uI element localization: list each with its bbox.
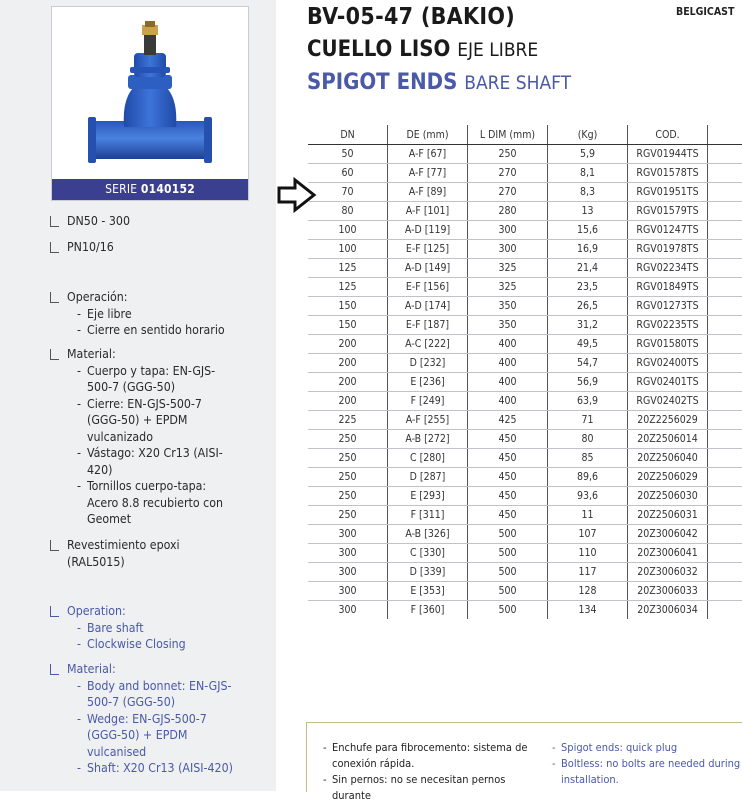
cell-extra xyxy=(708,392,742,411)
cell-dn: 250 xyxy=(308,430,388,449)
cell-de: A-C [222] xyxy=(388,335,468,354)
cell-extra xyxy=(708,259,742,278)
cell-de: E-F [125] xyxy=(388,240,468,259)
cell-de: E-F [187] xyxy=(388,316,468,335)
spec-operation-en xyxy=(50,603,250,653)
cell-ldim: 400 xyxy=(468,373,548,392)
cell-dn: 50 xyxy=(308,145,388,164)
table-row xyxy=(308,259,742,278)
cell-ldim: 350 xyxy=(468,316,548,335)
cell-extra xyxy=(708,506,742,525)
cell-cod: 20Z3006034 xyxy=(628,601,708,620)
cell-kg: 63,9 xyxy=(548,392,628,411)
table-row xyxy=(308,563,742,582)
cell-ldim: 400 xyxy=(468,392,548,411)
cell-cod: RGV02234TS xyxy=(628,259,708,278)
cell-de: E-F [156] xyxy=(388,278,468,297)
table-row xyxy=(308,145,742,164)
feature-item: - Enchufe para fibrocemento: sistema de conexión rápida. xyxy=(323,740,528,772)
cell-de: D [339] xyxy=(388,563,468,582)
cell-de: A-B [272] xyxy=(388,430,468,449)
feature-item-en: - Boltless: no bolts are needed during installation. xyxy=(552,756,742,788)
cell-cod: 20Z2506030 xyxy=(628,487,708,506)
cell-extra xyxy=(708,240,742,259)
cell-cod: RGV01273TS xyxy=(628,297,708,316)
spec-material xyxy=(50,346,235,528)
cell-ldim: 325 xyxy=(468,278,548,297)
cell-cod: RGV02401TS xyxy=(628,373,708,392)
cell-kg: 26,5 xyxy=(548,297,628,316)
table-row xyxy=(308,202,742,221)
cell-ldim: 450 xyxy=(468,506,548,525)
table-row xyxy=(308,601,742,620)
cell-kg: 107 xyxy=(548,525,628,544)
cell-de: C [280] xyxy=(388,449,468,468)
serie-label-bar xyxy=(52,179,248,200)
bullet-corner-icon xyxy=(50,216,59,227)
bullet-corner-icon xyxy=(50,540,59,551)
bullet-corner-icon xyxy=(50,242,59,253)
cell-dn: 200 xyxy=(308,392,388,411)
cell-extra xyxy=(708,316,742,335)
cell-kg: 71 xyxy=(548,411,628,430)
cell-ldim: 500 xyxy=(468,601,548,620)
features-en xyxy=(552,740,742,788)
dimensions-table xyxy=(308,125,742,619)
cell-ldim: 400 xyxy=(468,354,548,373)
cell-ldim: 250 xyxy=(468,145,548,164)
cell-dn: 250 xyxy=(308,487,388,506)
cell-dn: 200 xyxy=(308,335,388,354)
cell-kg: 110 xyxy=(548,544,628,563)
cell-extra xyxy=(708,373,742,392)
material-item-en: - Body and bonnet: EN-GJS-500-7 (GGG-50) xyxy=(77,678,235,711)
table-row xyxy=(308,506,742,525)
cell-kg: 117 xyxy=(548,563,628,582)
table-row xyxy=(308,221,742,240)
cell-de: A-D [174] xyxy=(388,297,468,316)
cell-cod: RGV02400TS xyxy=(628,354,708,373)
feature-item: - Sin pernos: no se necesitan pernos durante xyxy=(323,772,528,804)
material-title-en: Material: xyxy=(67,661,235,678)
col-header-kg: (Kg) xyxy=(548,125,628,145)
cell-dn: 60 xyxy=(308,164,388,183)
cell-dn: 300 xyxy=(308,563,388,582)
col-header-de: DE (mm) xyxy=(388,125,468,145)
cell-dn: 300 xyxy=(308,525,388,544)
cell-kg: 16,9 xyxy=(548,240,628,259)
material-item-en: - Shaft: X20 Cr13 (AISI-420) xyxy=(77,760,235,777)
cell-dn: 100 xyxy=(308,240,388,259)
product-model-title: BV-05-47 (BAKIO) xyxy=(307,4,515,30)
cell-ldim: 300 xyxy=(468,240,548,259)
subtitle-en-light: BARE SHAFT xyxy=(464,72,571,94)
cell-ldim: 450 xyxy=(468,487,548,506)
cell-extra xyxy=(708,354,742,373)
cell-cod: 20Z3006042 xyxy=(628,525,708,544)
bullet-corner-icon xyxy=(50,664,59,675)
cell-kg: 11 xyxy=(548,506,628,525)
cell-ldim: 450 xyxy=(468,468,548,487)
cell-dn: 100 xyxy=(308,221,388,240)
bullet-corner-icon xyxy=(50,606,59,617)
bullet-corner-icon xyxy=(50,292,59,303)
cell-kg: 93,6 xyxy=(548,487,628,506)
cell-ldim: 450 xyxy=(468,449,548,468)
table-header-row xyxy=(308,125,742,145)
cell-kg: 8,3 xyxy=(548,183,628,202)
cell-de: C [330] xyxy=(388,544,468,563)
cell-cod: RGV02235TS xyxy=(628,316,708,335)
cell-kg: 13 xyxy=(548,202,628,221)
cell-kg: 23,5 xyxy=(548,278,628,297)
cell-extra xyxy=(708,468,742,487)
cell-kg: 5,9 xyxy=(548,145,628,164)
serie-label: SERIE xyxy=(105,182,137,196)
table-row xyxy=(308,316,742,335)
cell-ldim: 300 xyxy=(468,221,548,240)
cell-ldim: 500 xyxy=(468,582,548,601)
spec-pn xyxy=(50,239,114,256)
serie-code: 0140152 xyxy=(141,182,195,196)
cell-kg: 89,6 xyxy=(548,468,628,487)
table-body xyxy=(308,145,742,620)
cell-cod: 20Z3006032 xyxy=(628,563,708,582)
cell-ldim: 500 xyxy=(468,544,548,563)
table-row xyxy=(308,582,742,601)
cell-cod: 20Z2506014 xyxy=(628,430,708,449)
cell-de: D [287] xyxy=(388,468,468,487)
left-sidebar xyxy=(0,0,276,791)
cell-dn: 125 xyxy=(308,278,388,297)
cell-cod: 20Z3006041 xyxy=(628,544,708,563)
cell-extra xyxy=(708,525,742,544)
cell-dn: 80 xyxy=(308,202,388,221)
cell-cod: RGV01578TS xyxy=(628,164,708,183)
cell-dn: 300 xyxy=(308,601,388,620)
cell-ldim: 325 xyxy=(468,259,548,278)
operation-title: Operation: xyxy=(67,603,250,620)
cell-kg: 31,2 xyxy=(548,316,628,335)
cell-de: F [249] xyxy=(388,392,468,411)
cell-extra xyxy=(708,297,742,316)
cell-extra xyxy=(708,430,742,449)
cell-kg: 8,1 xyxy=(548,164,628,183)
cell-de: E [236] xyxy=(388,373,468,392)
cell-dn: 125 xyxy=(308,259,388,278)
cell-ldim: 270 xyxy=(468,164,548,183)
cell-cod: RGV02402TS xyxy=(628,392,708,411)
cell-extra xyxy=(708,487,742,506)
cell-ldim: 280 xyxy=(468,202,548,221)
cell-cod: 20Z2256029 xyxy=(628,411,708,430)
cell-dn: 250 xyxy=(308,449,388,468)
cell-kg: 49,5 xyxy=(548,335,628,354)
cell-dn: 250 xyxy=(308,468,388,487)
cell-extra xyxy=(708,202,742,221)
spec-material-en xyxy=(50,661,235,777)
cell-de: A-F [255] xyxy=(388,411,468,430)
material-item-en: - Wedge: EN-GJS-500-7 (GGG-50) + EPDM vulcanised xyxy=(77,711,235,761)
cell-cod: RGV01951TS xyxy=(628,183,708,202)
cell-kg: 54,7 xyxy=(548,354,628,373)
cell-ldim: 350 xyxy=(468,297,548,316)
col-header-ldim: L DIM (mm) xyxy=(468,125,548,145)
cell-ldim: 425 xyxy=(468,411,548,430)
cell-extra xyxy=(708,145,742,164)
col-header-cod: COD. xyxy=(628,125,708,145)
features-es xyxy=(323,740,528,804)
cell-dn: 200 xyxy=(308,354,388,373)
cell-de: F [311] xyxy=(388,506,468,525)
cell-extra xyxy=(708,278,742,297)
table-row xyxy=(308,468,742,487)
cell-ldim: 500 xyxy=(468,563,548,582)
table-row xyxy=(308,164,742,183)
cell-extra xyxy=(708,449,742,468)
table-row xyxy=(308,354,742,373)
dn-range: DN50 - 300 xyxy=(67,213,130,230)
cell-dn: 250 xyxy=(308,506,388,525)
cell-cod: RGV01978TS xyxy=(628,240,708,259)
cell-cod: RGV01580TS xyxy=(628,335,708,354)
cell-extra xyxy=(708,164,742,183)
material-title: Material: xyxy=(67,346,235,363)
operation-item: - Bare shaft xyxy=(77,620,250,637)
material-item: - Cuerpo y tapa: EN-GJS-500-7 (GGG-50) xyxy=(77,363,235,396)
table-row xyxy=(308,278,742,297)
cell-de: A-F [89] xyxy=(388,183,468,202)
subtitle-es-light: EJE LIBRE xyxy=(457,39,538,61)
cell-kg: 85 xyxy=(548,449,628,468)
cell-kg: 80 xyxy=(548,430,628,449)
cell-de: A-F [77] xyxy=(388,164,468,183)
cell-de: A-B [326] xyxy=(388,525,468,544)
spec-operacion xyxy=(50,289,250,339)
material-item: - Cierre: EN-GJS-500-7 (GGG-50) + EPDM vulcanizado xyxy=(77,396,235,446)
bullet-corner-icon xyxy=(50,349,59,360)
feature-item-en: - Spigot ends: quick plug xyxy=(552,740,742,756)
cell-kg: 21,4 xyxy=(548,259,628,278)
table-row xyxy=(308,183,742,202)
cell-de: A-F [67] xyxy=(388,145,468,164)
cell-de: A-D [149] xyxy=(388,259,468,278)
col-header-dn: DN xyxy=(308,125,388,145)
pn-rating: PN10/16 xyxy=(67,239,114,256)
cell-ldim: 500 xyxy=(468,525,548,544)
cell-extra xyxy=(708,563,742,582)
operacion-title: Operación: xyxy=(67,289,250,306)
spec-revestimiento xyxy=(50,537,210,570)
operation-item: - Clockwise Closing xyxy=(77,636,250,653)
subtitle-es-bold: CUELLO LISO xyxy=(307,37,450,62)
cell-cod: RGV01579TS xyxy=(628,202,708,221)
cell-cod: 20Z2506029 xyxy=(628,468,708,487)
cell-de: A-F [101] xyxy=(388,202,468,221)
cell-dn: 150 xyxy=(308,316,388,335)
cell-de: F [360] xyxy=(388,601,468,620)
material-item: - Tornillos cuerpo-tapa: Acero 8.8 recubierto con Geomet xyxy=(77,478,235,528)
subtitle-en xyxy=(307,70,571,95)
operacion-item: - Eje libre xyxy=(77,306,250,323)
cell-extra xyxy=(708,221,742,240)
cell-ldim: 400 xyxy=(468,335,548,354)
cell-cod: 20Z2506040 xyxy=(628,449,708,468)
table-row xyxy=(308,544,742,563)
cell-dn: 70 xyxy=(308,183,388,202)
subtitle-en-bold: SPIGOT ENDS xyxy=(307,70,457,95)
cell-kg: 56,9 xyxy=(548,373,628,392)
cell-cod: RGV01247TS xyxy=(628,221,708,240)
table-row xyxy=(308,240,742,259)
cell-kg: 128 xyxy=(548,582,628,601)
spec-dn xyxy=(50,213,130,230)
brand-logo-text: BELGICAST xyxy=(676,6,734,18)
cell-dn: 300 xyxy=(308,544,388,563)
cell-cod: RGV01944TS xyxy=(628,145,708,164)
table-row xyxy=(308,373,742,392)
cell-ldim: 450 xyxy=(468,430,548,449)
cell-dn: 200 xyxy=(308,373,388,392)
cell-de: E [293] xyxy=(388,487,468,506)
product-card xyxy=(51,6,249,201)
cell-extra xyxy=(708,335,742,354)
table-row xyxy=(308,430,742,449)
cell-dn: 150 xyxy=(308,297,388,316)
table-row xyxy=(308,411,742,430)
cell-cod: 20Z3006033 xyxy=(628,582,708,601)
table-row xyxy=(308,525,742,544)
cell-dn: 225 xyxy=(308,411,388,430)
cell-extra xyxy=(708,601,742,620)
cell-de: E [353] xyxy=(388,582,468,601)
cell-de: D [232] xyxy=(388,354,468,373)
operacion-item: - Cierre en sentido horario xyxy=(77,322,250,339)
col-header-extra xyxy=(708,125,742,145)
table-row xyxy=(308,487,742,506)
features-box xyxy=(306,722,742,792)
table-row xyxy=(308,449,742,468)
revestimiento-text: Revestimiento epoxi (RAL5015) xyxy=(67,537,210,570)
table-row xyxy=(308,392,742,411)
table-row xyxy=(308,335,742,354)
cell-ldim: 270 xyxy=(468,183,548,202)
cell-cod: RGV01849TS xyxy=(628,278,708,297)
cell-dn: 300 xyxy=(308,582,388,601)
cell-de: A-D [119] xyxy=(388,221,468,240)
valve-product-image xyxy=(52,7,248,179)
cell-extra xyxy=(708,183,742,202)
table-row xyxy=(308,297,742,316)
cell-kg: 134 xyxy=(548,601,628,620)
cell-kg: 15,6 xyxy=(548,221,628,240)
cell-extra xyxy=(708,582,742,601)
cell-cod: 20Z2506031 xyxy=(628,506,708,525)
material-item: - Vástago: X20 Cr13 (AISI-420) xyxy=(77,445,235,478)
cell-extra xyxy=(708,544,742,563)
cell-extra xyxy=(708,411,742,430)
subtitle-es xyxy=(307,37,538,62)
